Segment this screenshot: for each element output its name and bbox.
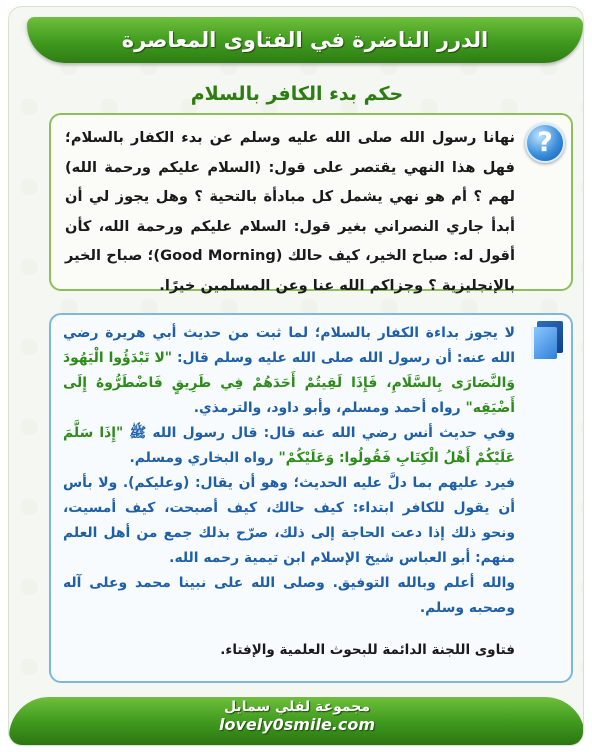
- answer-anas-intro: وفي حديث أنس رضي الله عنه قال: قال رسول الله ﷺ: [129, 425, 515, 441]
- answer-box: [49, 313, 573, 683]
- footer-banner: [9, 697, 584, 746]
- hadith-1: "لا تَبْدَؤُوا الْيَهُودَ وَالنَّصَارَى بِالسَّلَامِ، فَإِذَا لَقِيتُمْ أَحَدَهُمْ فِي طَرِيقٍ فَاضْطَرُّوهُ إِلَى أَضْيَقِه": [63, 350, 515, 416]
- question-box: [49, 113, 573, 294]
- hadith-2: "إِذَا سَلَّمَ عَلَيْكُمْ أَهْلُ الْكِتَابِ فَقُولُوا: وَعَلَيْكُمْ": [63, 425, 515, 466]
- footer-url[interactable]: lovely0smile.com: [218, 715, 376, 734]
- answer-closing: والله أعلم وبالله التوفيق. وصلى الله على نبينا محمد وعلى آله وصحبه وسلم.: [63, 575, 515, 616]
- hadith-1-reference: رواه أحمد ومسلم، وأبو داود، والترمذي.: [193, 400, 461, 416]
- answer-paragraph-1: [63, 321, 515, 421]
- answer-paragraph-3: فيرد عليهم بما دلَّ عليه الحديث؛ وهو أن يقال: (وعليكم). ولا بأس أن يقول للكافر ابتداء: كيف حالك، كيف أصبحت، كيف أمسيت، ونحو ذلك إذا دعت الحاجة إلى ذلك، صرّح بذلك جمع من أهل العلم منهم: أبو العباس شيخ الإسلام ابن تيمية رحمه الله.: [63, 475, 515, 566]
- page-frame: [8, 6, 584, 746]
- page-title: الدرر الناضرة في الفتاوى المعاصرة: [121, 28, 489, 52]
- fatwa-title: حكم بدء الكافر بالسلام: [190, 83, 404, 105]
- footer-site-name: مجموعة لفلي سمايل: [223, 699, 371, 715]
- question-text: نهانا رسول الله صلى الله عليه وسلم عن بدء الكفار بالسلام؛ فهل هذا النهي يقتصر على قول: (السلام عليكم ورحمة الله) لهم ؟ أم هو نهي يشمل كل مبادأة بالتحية ؟ وهل يجوز لي أن أبدأ جاري النصراني بغير قول: السلام عليكم ورحمة الله، كأن أقول له: صباح الخير، كيف حالك (Good Morning)؛ صباح الخير بالإنجليزية ؟ وجزاكم الله عنا وعن المسلمين خيرًا.: [65, 129, 515, 294]
- fatwa-source: فتاوى اللجنة الدائمة للبحوث العلمية والإفتاء.: [220, 642, 515, 658]
- hadith-2-reference: رواه البخاري ومسلم.: [129, 450, 274, 466]
- answer-intro: لا يجوز بداءة الكفار بالسلام؛ لما ثبت من حديث أبي هريرة رضي الله عنه: أن رسول الله صلى الله عليه وسلم قال:: [63, 325, 515, 366]
- header-banner: [27, 17, 583, 63]
- book-icon: [529, 321, 565, 359]
- question-icon: ?: [525, 123, 565, 163]
- answer-paragraph-2: [63, 421, 515, 471]
